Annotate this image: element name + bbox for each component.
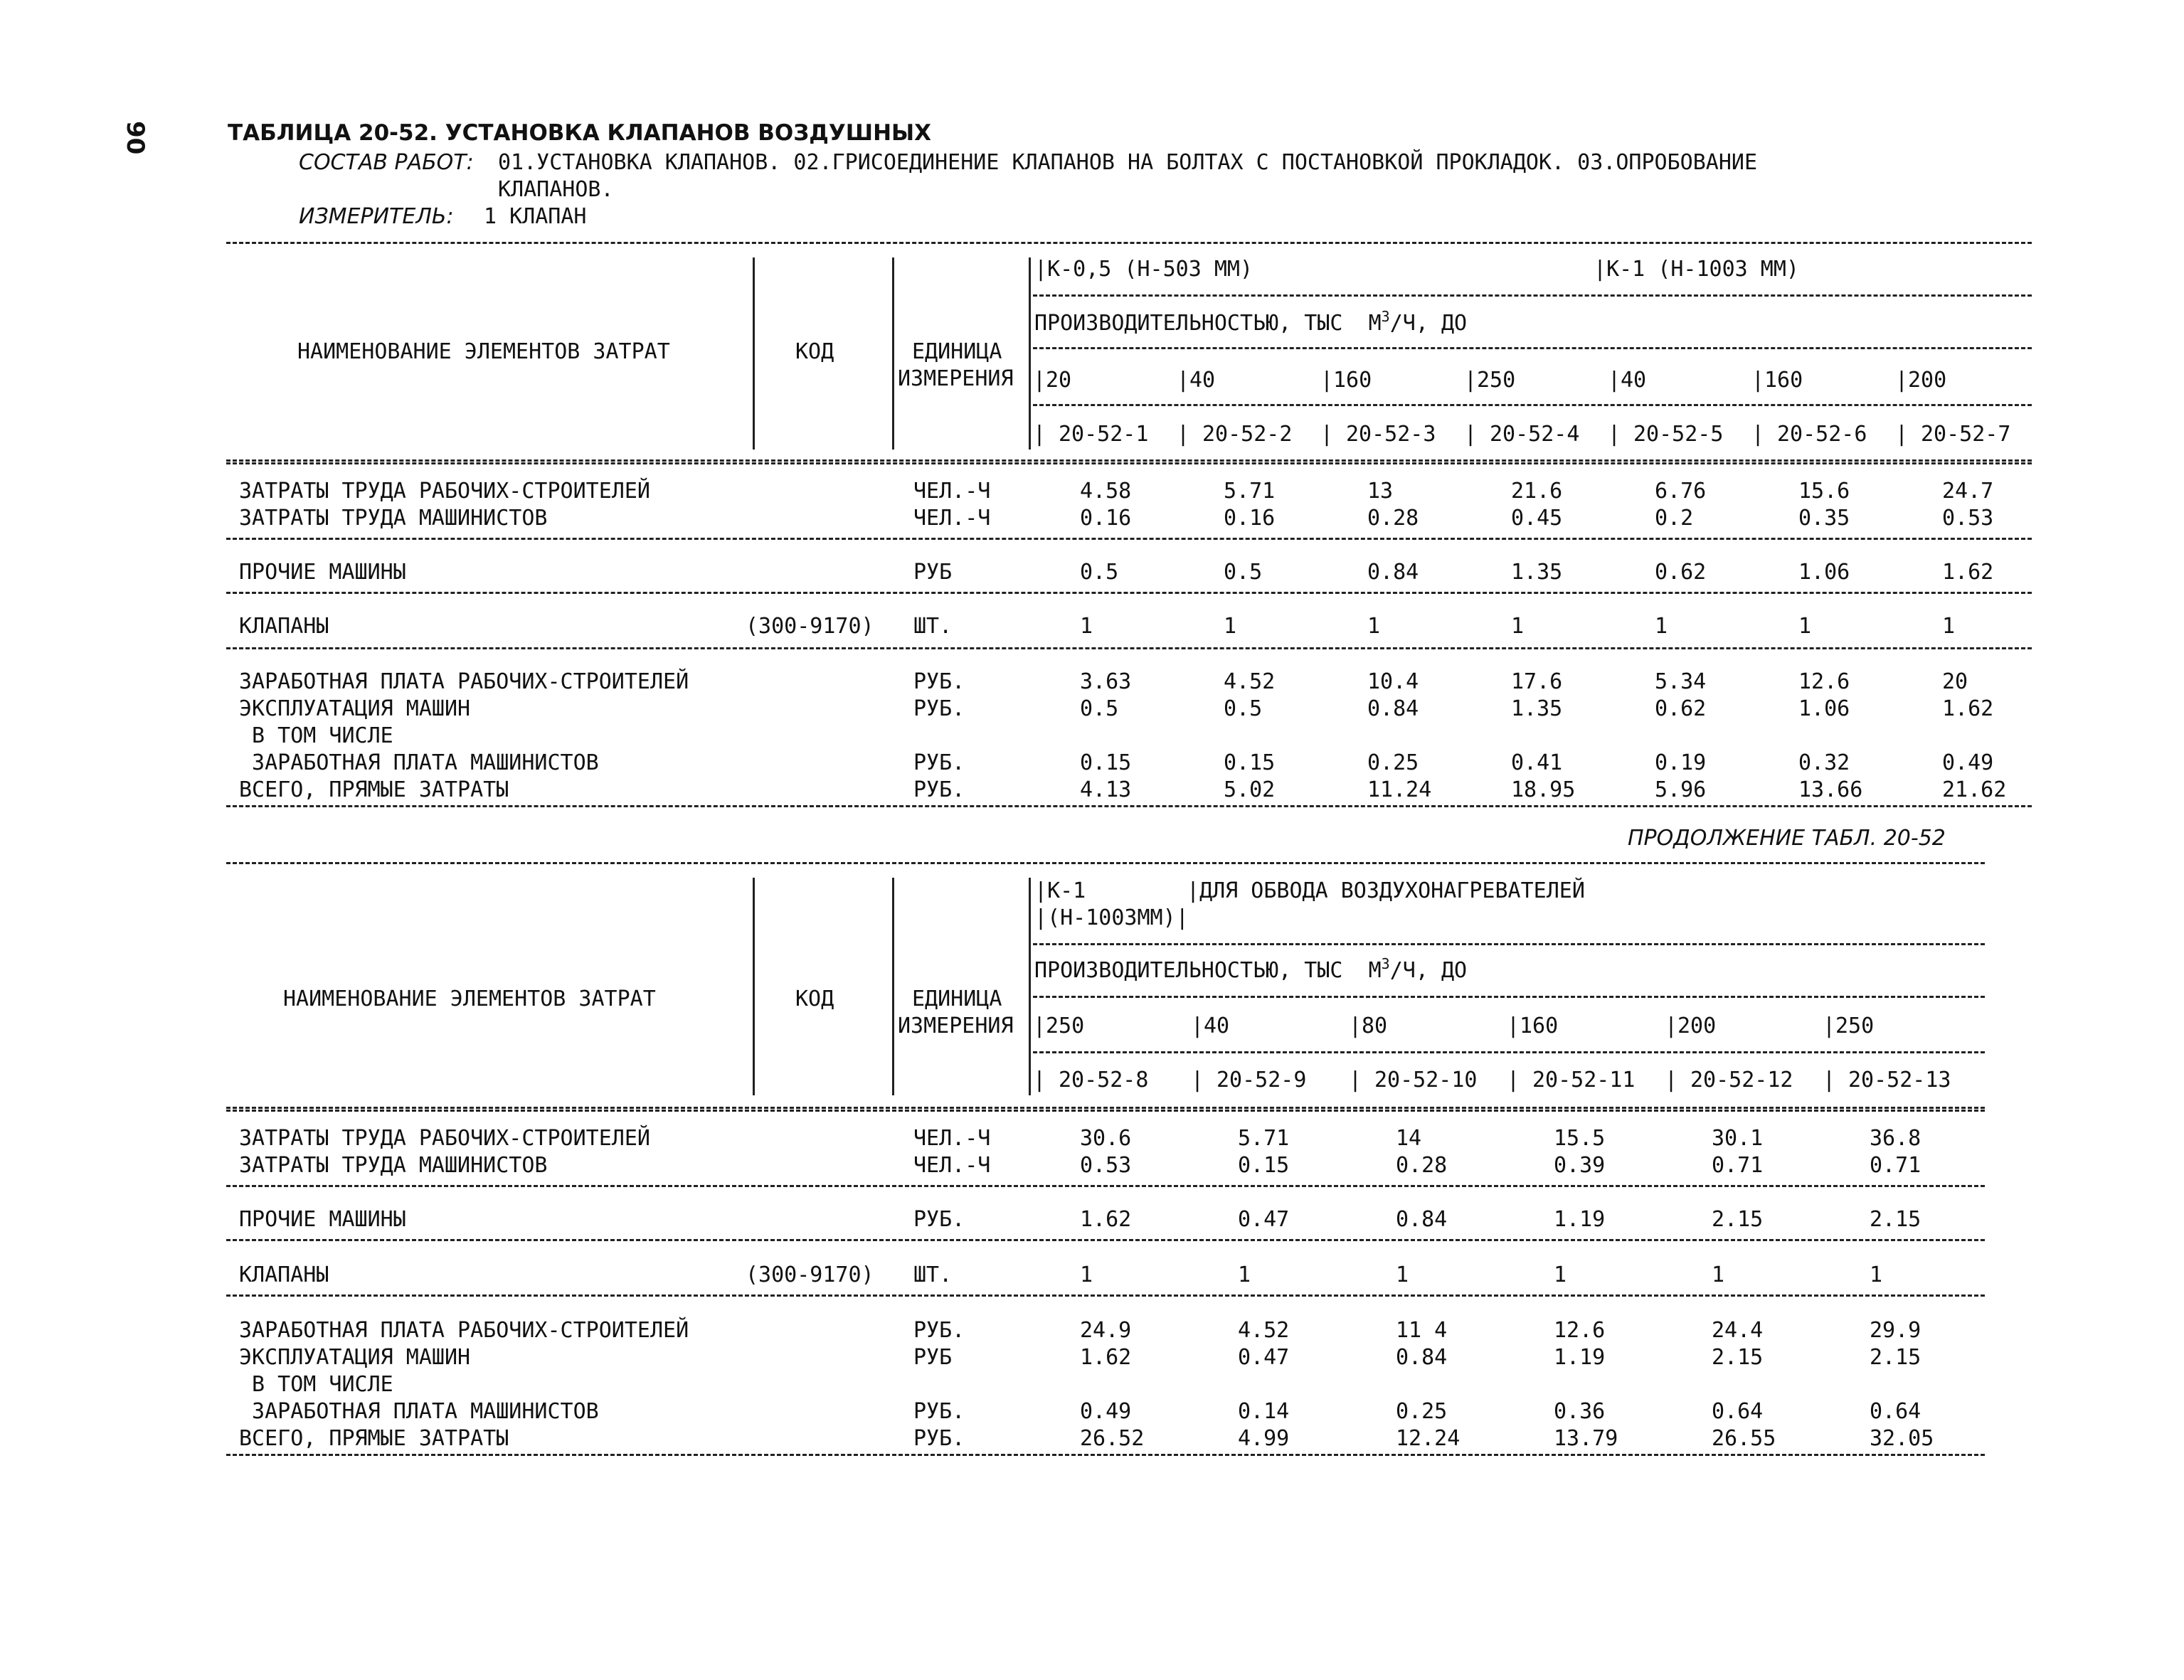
row-label: ЗАТРАТЫ ТРУДА МАШИНИСТОВ xyxy=(239,1153,548,1178)
capacity-divider: | xyxy=(1320,368,1334,393)
header-unit-2: ИЗМЕРЕНИЯ xyxy=(898,1014,1014,1038)
table-cell: 0.62 xyxy=(1655,560,1707,585)
row-label: ЗАРАБОТНАЯ ПЛАТА РАБОЧИХ-СТРОИТЕЛЕЙ xyxy=(239,1318,689,1343)
col-divider xyxy=(753,878,755,1095)
group-k1-height: (Н-1003ММ) xyxy=(1047,905,1176,930)
table-cell: 3.63 xyxy=(1080,669,1132,694)
capacity-divider: | xyxy=(1033,368,1046,393)
table-cell: 0.15 xyxy=(1224,750,1276,775)
row-label: ЭКСПЛУАТАЦИЯ МАШИН xyxy=(239,696,471,721)
group-k1: К-1 xyxy=(1047,878,1086,903)
code-divider: | xyxy=(1320,422,1334,447)
table-cell: 4.99 xyxy=(1238,1426,1290,1451)
capacity-value: 40 xyxy=(1204,1014,1230,1038)
rule xyxy=(226,1107,1985,1109)
table-cell: 12.6 xyxy=(1554,1318,1606,1343)
rule xyxy=(226,1239,1985,1241)
table-cell: 0.53 xyxy=(1080,1153,1132,1178)
table-cell: 0.39 xyxy=(1554,1153,1606,1178)
code-divider: | xyxy=(1033,1068,1046,1092)
row-unit: РУБ. xyxy=(913,1399,965,1424)
rule xyxy=(226,647,2032,649)
table-cell: 36.8 xyxy=(1870,1126,1921,1151)
table-cell: 1 xyxy=(1798,614,1812,639)
capacity-divider: | xyxy=(1823,1014,1836,1038)
table-cell: 1.35 xyxy=(1511,560,1563,585)
resource-code: 20-52-1 xyxy=(1059,422,1149,447)
table-cell: 1 xyxy=(1224,614,1237,639)
table-cell: 0.5 xyxy=(1080,696,1119,721)
table-cell: 12.6 xyxy=(1798,669,1850,694)
table-cell: 21.6 xyxy=(1511,479,1563,504)
row-label: В ТОМ ЧИСЛЕ xyxy=(239,723,393,748)
rule xyxy=(1033,943,1985,945)
table-cell: 4.52 xyxy=(1224,669,1276,694)
resource-code: 20-52-9 xyxy=(1216,1068,1307,1092)
table-cell: 1.19 xyxy=(1554,1345,1606,1370)
table-cell: 0.53 xyxy=(1942,506,1994,531)
composition-text-line2: КЛАПАНОВ. xyxy=(498,177,614,202)
table-cell: 1 xyxy=(1511,614,1525,639)
row-unit: РУБ xyxy=(913,560,953,585)
code-divider: | xyxy=(1665,1068,1678,1092)
group-k1: К-1 (Н-1003 ММ) xyxy=(1606,257,1799,282)
table-cell: 17.6 xyxy=(1511,669,1563,694)
table-cell: 0.84 xyxy=(1396,1345,1448,1370)
table-cell: 4.52 xyxy=(1238,1318,1290,1343)
row-label: ЗАРАБОТНАЯ ПЛАТА РАБОЧИХ-СТРОИТЕЛЕЙ xyxy=(239,669,689,694)
table-cell: 1 xyxy=(1238,1262,1251,1287)
capacity-header: ПРОИЗВОДИТЕЛЬНОСТЬЮ, ТЫС $М^3/Ч$, ДО xyxy=(1034,955,1468,983)
capacity-value: 160 xyxy=(1333,368,1372,393)
table-cell: 1 xyxy=(1655,614,1668,639)
meter-text: 1 КЛАПАН xyxy=(484,204,587,229)
table-cell: 2.15 xyxy=(1712,1207,1764,1232)
table-cell: 0.62 xyxy=(1655,696,1707,721)
code-divider: | xyxy=(1608,422,1621,447)
rule xyxy=(226,805,2032,807)
meter-label: ИЗМЕРИТЕЛЬ: xyxy=(299,204,454,229)
resource-code: 20-52-8 xyxy=(1059,1068,1149,1092)
table-cell: 13 xyxy=(1367,479,1394,504)
rule xyxy=(1033,294,2032,297)
row-label: ЭКСПЛУАТАЦИЯ МАШИН xyxy=(239,1345,471,1370)
capacity-divider: | xyxy=(1665,1014,1678,1038)
col-divider xyxy=(1029,257,1031,450)
table-cell: 1.06 xyxy=(1798,696,1850,721)
resource-code: 20-52-10 xyxy=(1374,1068,1478,1092)
row-unit: РУБ. xyxy=(913,696,965,721)
header-unit-1: ЕДИНИЦА xyxy=(912,987,1002,1011)
row-unit: РУБ. xyxy=(913,777,965,802)
capacity-value: 20 xyxy=(1046,368,1072,393)
table-cell: 1.62 xyxy=(1942,560,1994,585)
table-cell: 15.5 xyxy=(1554,1126,1606,1151)
row-label: ПРОЧИЕ МАШИНЫ xyxy=(239,560,406,585)
header-name: НАИМЕНОВАНИЕ ЭЛЕМЕНТОВ ЗАТРАТ xyxy=(283,987,656,1011)
table-cell: 1.19 xyxy=(1554,1207,1606,1232)
code-divider: | xyxy=(1177,422,1190,447)
resource-code: 20-52-3 xyxy=(1346,422,1436,447)
table-cell: 1 xyxy=(1942,614,1956,639)
row-unit: ШТ. xyxy=(913,1262,953,1287)
capacity-value: 160 xyxy=(1520,1014,1559,1038)
table-cell: 0.5 xyxy=(1224,560,1263,585)
table-cell: 0.2 xyxy=(1655,506,1694,531)
capacity-value: 80 xyxy=(1362,1014,1388,1038)
row-code: (300-9170) xyxy=(746,1262,874,1287)
resource-code: 20-52-6 xyxy=(1777,422,1867,447)
table-cell: 0.32 xyxy=(1798,750,1850,775)
table-cell: 0.49 xyxy=(1942,750,1994,775)
rule xyxy=(226,862,1985,864)
table-cell: 1.62 xyxy=(1080,1345,1132,1370)
rule xyxy=(226,459,2032,462)
row-label: ЗАРАБОТНАЯ ПЛАТА МАШИНИСТОВ xyxy=(239,750,599,775)
table-cell: 0.47 xyxy=(1238,1207,1290,1232)
table-cell: 0.84 xyxy=(1367,560,1419,585)
col-divider xyxy=(753,257,755,450)
row-label: ПРОЧИЕ МАШИНЫ xyxy=(239,1207,406,1232)
code-divider: | xyxy=(1507,1068,1520,1092)
row-label: ЗАТРАТЫ ТРУДА МАШИНИСТОВ xyxy=(239,506,548,531)
capacity-value: 200 xyxy=(1908,368,1947,393)
code-divider: | xyxy=(1033,422,1046,447)
table-cell: 0.28 xyxy=(1367,506,1419,531)
table-cell: 2.15 xyxy=(1870,1207,1921,1232)
table-cell: 0.71 xyxy=(1870,1153,1921,1178)
header-code: КОД xyxy=(795,987,834,1011)
table-cell: 0.5 xyxy=(1080,560,1119,585)
resource-code: 20-52-12 xyxy=(1690,1068,1793,1092)
table-cell: 0.64 xyxy=(1712,1399,1764,1424)
resource-code: 20-52-5 xyxy=(1633,422,1724,447)
table-cell: 0.47 xyxy=(1238,1345,1290,1370)
row-label: КЛАПАНЫ xyxy=(239,614,329,639)
row-unit: РУБ. xyxy=(913,1426,965,1451)
capacity-divider: | xyxy=(1177,368,1190,393)
row-label: В ТОМ ЧИСЛЕ xyxy=(239,1372,393,1397)
table-cell: 0.84 xyxy=(1396,1207,1448,1232)
row-code: (300-9170) xyxy=(746,614,874,639)
code-divider: | xyxy=(1464,422,1478,447)
table-cell: 0.35 xyxy=(1798,506,1850,531)
row-unit: РУБ xyxy=(913,1345,953,1370)
rule xyxy=(226,1110,1985,1112)
header-unit-2: ИЗМЕРЕНИЯ xyxy=(898,366,1014,391)
resource-code: 20-52-11 xyxy=(1532,1068,1636,1092)
rule xyxy=(1033,404,2032,406)
table-cell: 1.06 xyxy=(1798,560,1850,585)
table-cell: 1.62 xyxy=(1080,1207,1132,1232)
capacity-header: ПРОИЗВОДИТЕЛЬНОСТЬЮ, ТЫС $М^3/Ч$, ДО xyxy=(1034,308,1468,336)
table-cell: 5.02 xyxy=(1224,777,1276,802)
row-unit: РУБ. xyxy=(913,1318,965,1343)
header-unit-1: ЕДИНИЦА xyxy=(912,339,1002,364)
table-cell: 20 xyxy=(1942,669,1968,694)
table-cell: 0.5 xyxy=(1224,696,1263,721)
table-cell: 0.41 xyxy=(1511,750,1563,775)
table-cell: 29.9 xyxy=(1870,1318,1921,1343)
table-cell: 13.79 xyxy=(1554,1426,1618,1451)
rule xyxy=(226,1454,1985,1456)
capacity-value: 250 xyxy=(1835,1014,1875,1038)
col-divider xyxy=(1029,878,1031,1095)
row-unit: РУБ. xyxy=(913,750,965,775)
capacity-divider: | xyxy=(1751,368,1765,393)
table-cell: 0.84 xyxy=(1367,696,1419,721)
resource-code: 20-52-2 xyxy=(1202,422,1293,447)
rule xyxy=(1033,996,1985,998)
rule xyxy=(1033,1051,1985,1053)
continuation-note: ПРОДОЛЖЕНИЕ ТАБЛ. 20-52 xyxy=(1628,826,1946,851)
capacity-divider: | xyxy=(1033,1014,1046,1038)
row-label: ЗАТРАТЫ ТРУДА РАБОЧИХ-СТРОИТЕЛЕЙ xyxy=(239,1126,650,1151)
capacity-divider: | xyxy=(1895,368,1909,393)
table-cell: 10.4 xyxy=(1367,669,1419,694)
table-cell: 0.19 xyxy=(1655,750,1707,775)
rule xyxy=(226,592,2032,594)
table-cell: 1 xyxy=(1554,1262,1567,1287)
row-unit: РУБ. xyxy=(913,669,965,694)
row-label: ЗАТРАТЫ ТРУДА РАБОЧИХ-СТРОИТЕЛЕЙ xyxy=(239,479,650,504)
table-cell: 4.58 xyxy=(1080,479,1132,504)
table-cell: 26.55 xyxy=(1712,1426,1776,1451)
code-divider: | xyxy=(1895,422,1909,447)
table-cell: 5.71 xyxy=(1238,1126,1290,1151)
row-label: ВСЕГО, ПРЯМЫЕ ЗАТРАТЫ xyxy=(239,1426,509,1451)
rule xyxy=(226,242,2032,244)
capacity-value: 200 xyxy=(1677,1014,1717,1038)
row-label: КЛАПАНЫ xyxy=(239,1262,329,1287)
table-cell: 18.95 xyxy=(1511,777,1576,802)
table-cell: 11 4 xyxy=(1396,1318,1448,1343)
table-cell: 13.66 xyxy=(1798,777,1863,802)
table-cell: 0.15 xyxy=(1238,1153,1290,1178)
table-cell: 0.49 xyxy=(1080,1399,1132,1424)
table-cell: 26.52 xyxy=(1080,1426,1145,1451)
capacity-value: 40 xyxy=(1189,368,1216,393)
rule xyxy=(1033,347,2032,349)
table-cell: 2.15 xyxy=(1870,1345,1921,1370)
table-cell: 0.64 xyxy=(1870,1399,1921,1424)
row-unit: РУБ. xyxy=(913,1207,965,1232)
capacity-value: 250 xyxy=(1046,1014,1085,1038)
table-cell: 0.71 xyxy=(1712,1153,1764,1178)
table-cell: 0.25 xyxy=(1396,1399,1448,1424)
group-k05: К-0,5 (Н-503 ММ) xyxy=(1047,257,1253,282)
row-unit: ЧЕЛ.-Ч xyxy=(913,1126,991,1151)
rule xyxy=(226,1185,1985,1187)
table-cell: 15.6 xyxy=(1798,479,1850,504)
code-divider: | xyxy=(1191,1068,1204,1092)
table-cell: 14 xyxy=(1396,1126,1422,1151)
row-unit: ЧЕЛ.-Ч xyxy=(913,1153,991,1178)
table-cell: 0.16 xyxy=(1224,506,1276,531)
table-cell: 0.16 xyxy=(1080,506,1132,531)
table-title: ТАБЛИЦА 20-52. УСТАНОВКА КЛАПАНОВ ВОЗДУШНЫХ xyxy=(228,120,932,146)
table-cell: 24.4 xyxy=(1712,1318,1764,1343)
table-cell: 32.05 xyxy=(1870,1426,1934,1451)
table-cell: 30.1 xyxy=(1712,1126,1764,1151)
resource-code: 20-52-13 xyxy=(1848,1068,1951,1092)
rule xyxy=(226,538,2032,540)
table-cell: 0.15 xyxy=(1080,750,1132,775)
rule xyxy=(226,1294,1985,1297)
table-cell: 24.7 xyxy=(1942,479,1994,504)
capacity-divider: | xyxy=(1464,368,1478,393)
table-cell: 0.45 xyxy=(1511,506,1563,531)
table-cell: 1 xyxy=(1367,614,1381,639)
table-cell: 0.25 xyxy=(1367,750,1419,775)
table-cell: 21.62 xyxy=(1942,777,2007,802)
table-cell: 1 xyxy=(1080,614,1093,639)
header-code: КОД xyxy=(795,339,834,364)
table-cell: 4.13 xyxy=(1080,777,1132,802)
table-cell: 11.24 xyxy=(1367,777,1432,802)
row-unit: ЧЕЛ.-Ч xyxy=(913,506,991,531)
resource-code: 20-52-7 xyxy=(1921,422,2011,447)
table-cell: 5.71 xyxy=(1224,479,1276,504)
table-cell: 1.35 xyxy=(1511,696,1563,721)
table-cell: 24.9 xyxy=(1080,1318,1132,1343)
table-cell: 12.24 xyxy=(1396,1426,1461,1451)
table-cell: 1 xyxy=(1080,1262,1093,1287)
code-divider: | xyxy=(1823,1068,1836,1092)
capacity-value: 250 xyxy=(1477,368,1516,393)
code-divider: | xyxy=(1751,422,1765,447)
table-cell: 0.14 xyxy=(1238,1399,1290,1424)
col-divider xyxy=(892,878,894,1095)
table-cell: 1 xyxy=(1712,1262,1725,1287)
table-cell: 1 xyxy=(1396,1262,1409,1287)
composition-label: СОСТАВ РАБОТ: xyxy=(299,150,474,175)
row-label: ЗАРАБОТНАЯ ПЛАТА МАШИНИСТОВ xyxy=(239,1399,599,1424)
row-label: ВСЕГО, ПРЯМЫЕ ЗАТРАТЫ xyxy=(239,777,509,802)
code-divider: | xyxy=(1349,1068,1362,1092)
group-bypass: ДЛЯ ОБВОДА ВОЗДУХОНАГРЕВАТЕЛЕЙ xyxy=(1199,878,1585,903)
row-unit: ЧЕЛ.-Ч xyxy=(913,479,991,504)
table-cell: 30.6 xyxy=(1080,1126,1132,1151)
table-cell: 1 xyxy=(1870,1262,1883,1287)
capacity-divider: | xyxy=(1349,1014,1362,1038)
table-cell: 5.96 xyxy=(1655,777,1707,802)
table-cell: 2.15 xyxy=(1712,1345,1764,1370)
capacity-divider: | xyxy=(1608,368,1621,393)
col-divider xyxy=(892,257,894,450)
table-cell: 1.62 xyxy=(1942,696,1994,721)
composition-text-line1: 01.УСТАНОВКА КЛАПАНОВ. 02.ГРИСОЕДИНЕНИЕ КЛАПАНОВ НА БОЛТАХ С ПОСТАНОВКОЙ ПРОКЛАДОК. 03.ОПРОБОВАНИЕ xyxy=(498,150,1758,175)
table-cell: 0.36 xyxy=(1554,1399,1606,1424)
capacity-divider: | xyxy=(1507,1014,1520,1038)
page-number: 90 xyxy=(121,121,149,155)
table-cell: 5.34 xyxy=(1655,669,1707,694)
capacity-value: 160 xyxy=(1764,368,1803,393)
table-cell: 0.28 xyxy=(1396,1153,1448,1178)
capacity-value: 40 xyxy=(1621,368,1647,393)
resource-code: 20-52-4 xyxy=(1490,422,1580,447)
rule xyxy=(226,462,2032,464)
row-unit: ШТ. xyxy=(913,614,953,639)
capacity-divider: | xyxy=(1191,1014,1204,1038)
table-cell: 6.76 xyxy=(1655,479,1707,504)
header-name: НАИМЕНОВАНИЕ ЭЛЕМЕНТОВ ЗАТРАТ xyxy=(297,339,670,364)
